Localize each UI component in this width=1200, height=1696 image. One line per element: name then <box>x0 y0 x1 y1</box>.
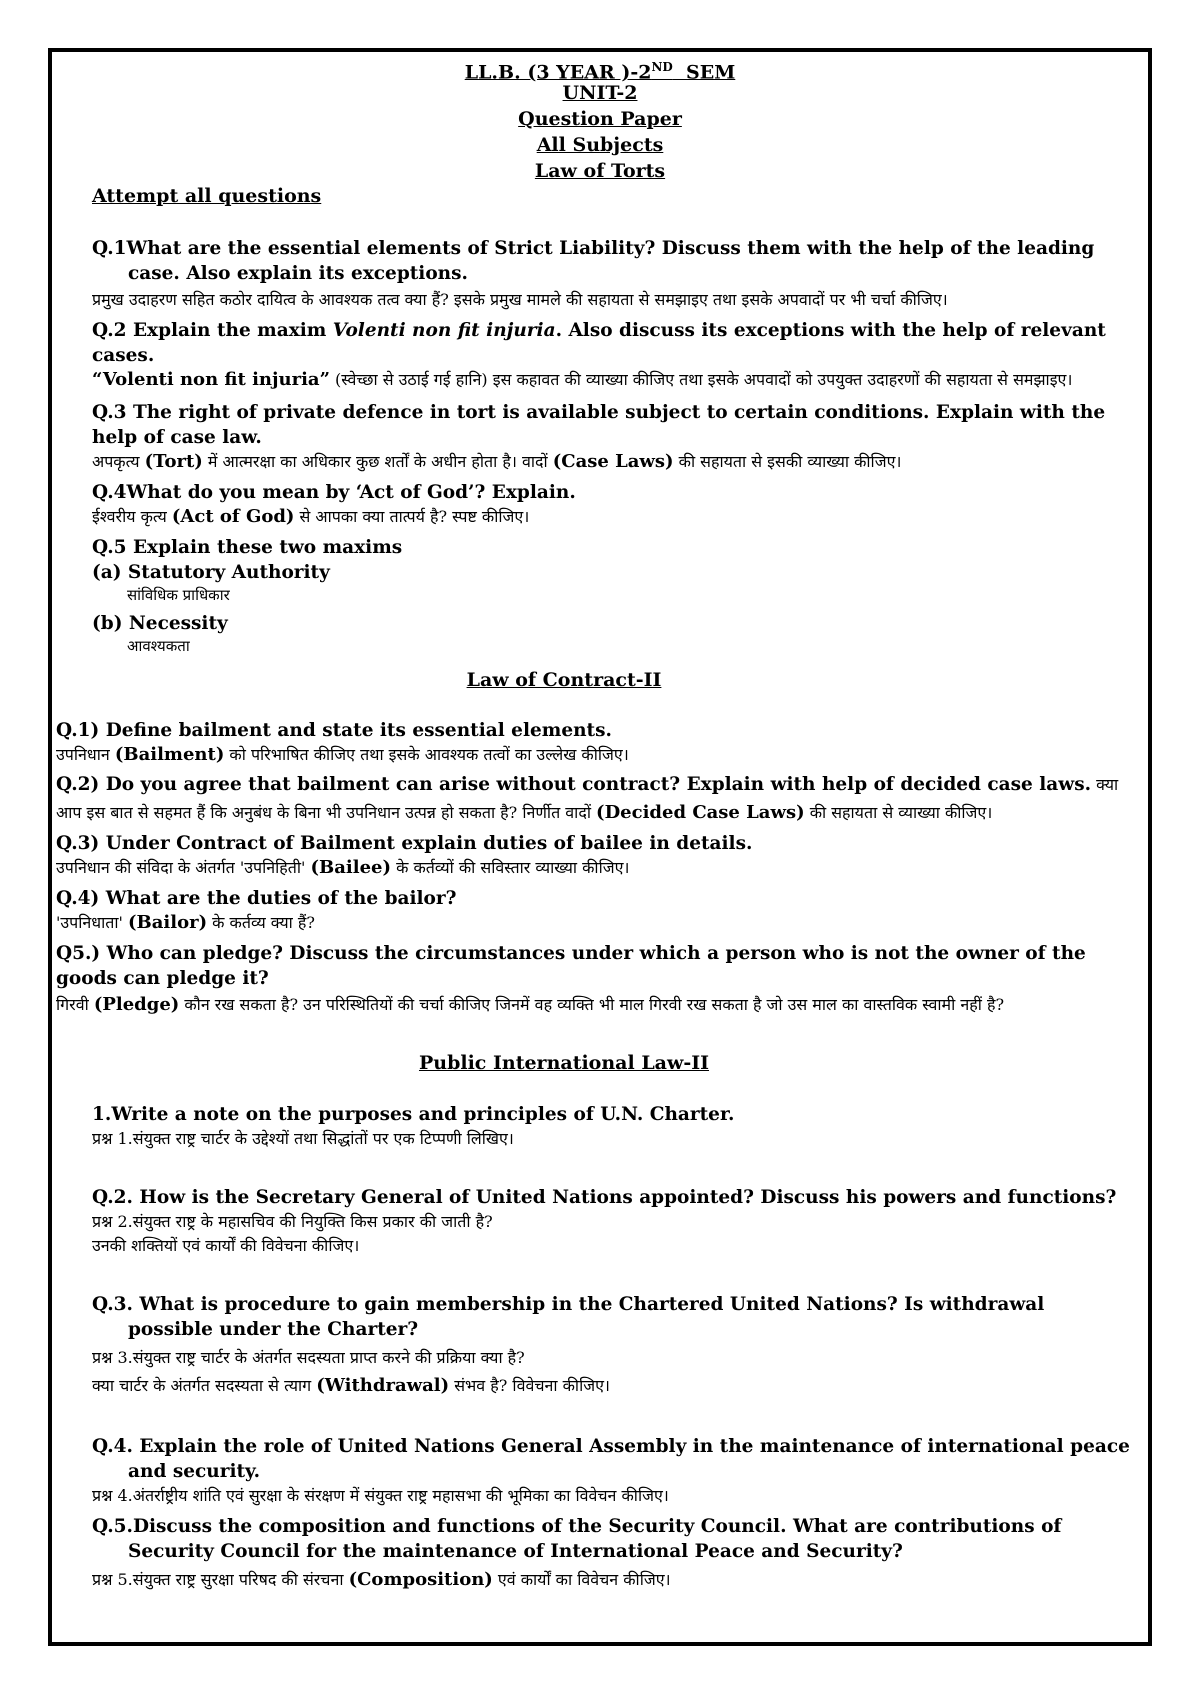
subjects-title: All Subjects <box>536 134 664 156</box>
contract-q1-hindi: उपनिधान (Bailment) को परिभाषित कीजिए तथा इसके आवश्यक तत्वों का उल्लेख कीजिए। <box>56 744 629 765</box>
pil-q2-hindi-1: प्रश्न 2.संयुक्त राष्ट्र के महासचिव की नियुक्ति किस प्रकार की जाती है? <box>92 1212 493 1231</box>
pil-section-title: Public International Law-II <box>418 1052 710 1074</box>
pil-q1: 1.Write a note on the purposes and principles of U.N. Charter. <box>92 1104 735 1125</box>
torts-q5a: (a) Statutory Authority <box>92 562 330 583</box>
torts-q5b: (b) Necessity <box>92 613 228 634</box>
torts-q4-hindi: ईश्वरीय कृत्य (Act of God) से आपका क्या तात्पर्य है? स्पष्ट कीजिए। <box>92 506 530 527</box>
contract-q4: Q.4) What are the duties of the bailor? <box>56 888 457 909</box>
semester-superscript: ND <box>651 60 673 74</box>
pil-q1-hindi: प्रश्न 1.संयुक्त राष्ट्र चार्टर के उद्देश्यों तथा सिद्धांतों पर एक टिप्पणी लिखिए। <box>92 1129 514 1148</box>
contract-q5: Q5.) Who can pledge? Discuss the circumstances under which a person who is not the owner of the goods can pledge it? <box>56 943 1086 989</box>
pil-q5: Q.5.Discuss the composition and functions of the Security Council. What are contributions of Security Council for the maintenance of International Peace and Security? <box>92 1516 1062 1562</box>
torts-q2-hindi: “Volenti non fit injuria” (स्वेच्छा से उठाई गई हानि) इस कहावत की व्याख्या कीजिए तथा इसके अपवादों को उपयुक्त उदाहरणों की सहायता से समझाइए। <box>92 369 1073 390</box>
contract-q1: Q.1) Define bailment and state its essential elements. <box>56 720 612 741</box>
contract-q3-hindi: उपनिधान की संविदा के अंतर्गत 'उपनिहिती' (Bailee) के कर्तव्यों की सविस्तार व्याख्या कीजिए। <box>56 857 630 878</box>
semester-label: SEM <box>672 61 736 84</box>
contract-section-title: Law of Contract-II <box>466 669 662 691</box>
course-title: LL.B. (3 YEAR )-2 <box>464 61 652 84</box>
torts-q5: Q.5 Explain these two maxims <box>92 537 403 558</box>
pil-q2-hindi-2: उनकी शक्तियों एवं कार्यों की विवेचना कीजिए। <box>92 1236 360 1255</box>
pil-q5-hindi: प्रश्न 5.संयुक्त राष्ट्र सुरक्षा परिषद की संरचना (Composition) एवं कार्यों का विवेचन कीजिए। <box>92 1569 671 1590</box>
torts-q3-hindi: अपकृत्य (Tort) में आत्मरक्षा का अधिकार कुछ शर्तों के अधीन होता है। वादों (Case Laws) की सहायता से इसकी व्याख्या कीजिए। <box>92 451 902 472</box>
pil-q3-hindi-2: क्या चार्टर के अंतर्गत सदस्यता से त्याग (Withdrawal) संभव है? विवेचना कीजिए। <box>92 1375 610 1396</box>
pil-q4: Q.4. Explain the role of United Nations General Assembly in the maintenance of international peace and security. <box>92 1436 1130 1482</box>
torts-q5b-hindi: आवश्यकता <box>127 637 190 655</box>
contract-q2: Q.2) Do you agree that bailment can arise without contract? Explain with help of decided case laws. क्या आप इस बात से सहमत हैं कि अनुबंध के बिना भी उपनिधान उत्पन्न हो सकता है? निर्णीत वादों (Decided Case Laws) की सहायता से व्याख्या कीजिए। <box>56 774 1119 823</box>
torts-section-title: Law of Torts <box>534 160 666 182</box>
torts-q1: Q.1What are the essential elements of Strict Liability? Discuss them with the help of the leading case. Also explain its exceptions. <box>92 238 1095 284</box>
pil-q2: Q.2. How is the Secretary General of United Nations appointed? Discuss his powers and functions? <box>92 1187 1117 1208</box>
torts-q4: Q.4What do you mean by ‘Act of God’? Explain. <box>92 482 576 503</box>
paper-title: Question Paper <box>518 108 682 130</box>
torts-q5a-hindi: सांविधिक प्राधिकार <box>127 586 230 604</box>
pil-q4-hindi: प्रश्न 4.अंतर्राष्ट्रीय शांति एवं सुरक्षा के संरक्षण में संयुक्त राष्ट्र महासभा की भूमिका का विवेचन कीजिए। <box>92 1486 669 1505</box>
contract-q5-hindi: गिरवी (Pledge) कौन रख सकता है? उन परिस्थितियों की चर्चा कीजिए जिनमें वह व्यक्ति भी माल गिरवी रख सकता है जो उस माल का वास्तविक स्वामी नहीं है? <box>56 994 1005 1015</box>
contract-q4-hindi: 'उपनिधाता' (Bailor) के कर्तव्य क्या हैं? <box>56 912 315 933</box>
contract-q3: Q.3) Under Contract of Bailment explain duties of bailee in details. <box>56 833 753 854</box>
attempt-instruction: Attempt all questions <box>92 185 322 207</box>
torts-q2: Q.2 Explain the maxim Volenti non fit injuria. Also discuss its exceptions with the help of relevant cases. <box>92 320 1106 366</box>
pil-q3-hindi-1: प्रश्न 3.संयुक्त राष्ट्र चार्टर के अंतर्गत सदस्यता प्राप्त करने की प्रक्रिया क्या है? <box>92 1348 525 1367</box>
pil-q3: Q.3. What is procedure to gain membership in the Chartered United Nations? Is withdrawal possible under the Charter? <box>92 1294 1045 1340</box>
unit-title: UNIT-2 <box>562 82 638 104</box>
torts-q3: Q.3 The right of private defence in tort is available subject to certain conditions. Explain with the help of case law. <box>92 402 1106 448</box>
torts-q1-hindi: प्रमुख उदाहरण सहित कठोर दायित्व के आवश्यक तत्व क्या हैं? इसके प्रमुख मामले की सहायता से समझाइए तथा इसके अपवादों पर भी चर्चा कीजिए। <box>92 290 948 309</box>
